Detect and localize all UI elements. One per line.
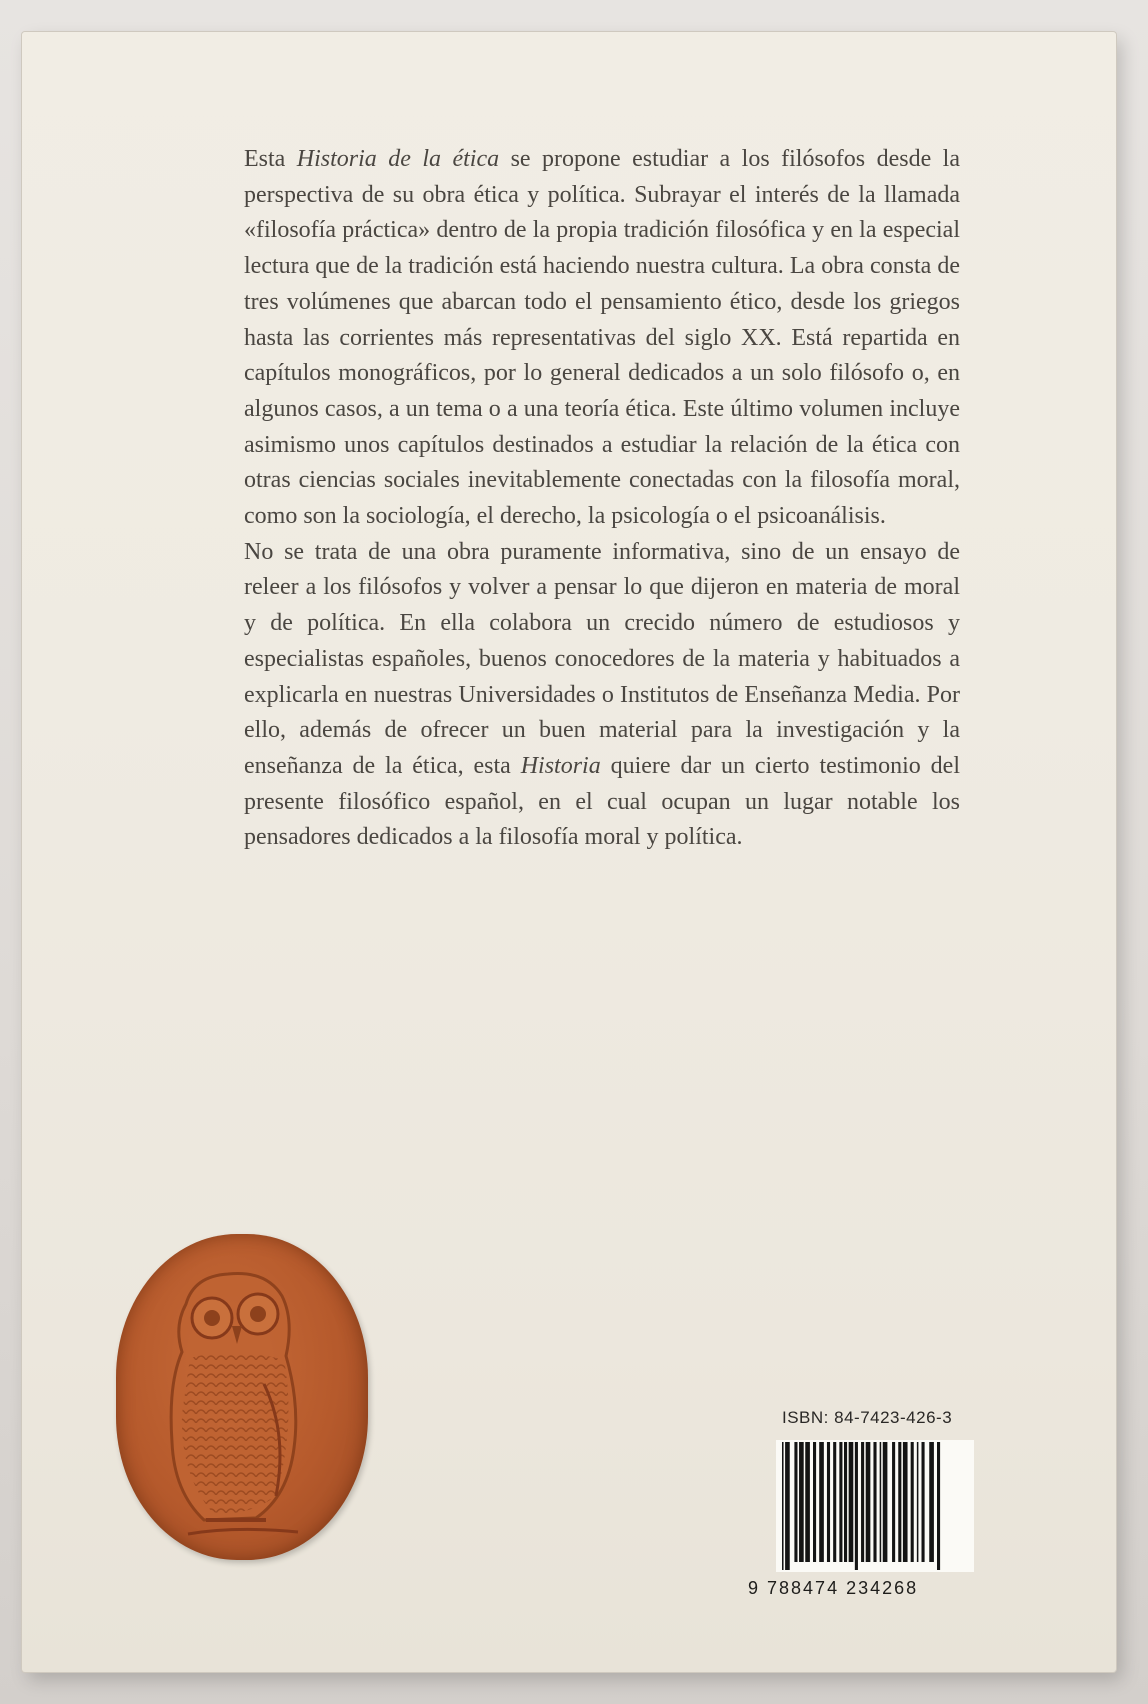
para2-italic-title: Historia (520, 752, 601, 779)
barcode-bar (782, 1442, 784, 1570)
barcode-bar (892, 1442, 895, 1562)
owl-seal-icon (116, 1234, 368, 1560)
barcode-bar (861, 1442, 864, 1562)
isbn-label: ISBN: 84-7423-426-3 (782, 1408, 953, 1427)
barcode-bar (866, 1442, 871, 1562)
barcode-digits: 9 788474 234268 (748, 1578, 919, 1598)
para1-text-run: se propone estudiar a los filósofos desde la perspectiva de su obra ética y política. Subrayar el interés de la llamada «filosofía práctica» dentro de la propia tradición filosófica y en la especial lectura que de la tradición está haciendo nuestra cultura. La obra consta de tres volúmenes que abarcan todo el pensamiento ético, desde los griegos hasta las corrientes más representativas del siglo XX. Está repartida en capítulos monográficos, por lo general dedicados a un solo filósofo o, en algunos casos, a un tema o a una teoría ética. Este último volumen incluye asimismo unos capítulos destinados a estudiar la relación de la ética con otras ciencias sociales inevitablemente conectadas con la filosofía moral, como son la sociología, el derecho, la psicología o el psicoanálisis. (244, 146, 960, 530)
barcode-bar (917, 1442, 919, 1562)
blurb-paragraph-2 (244, 535, 960, 856)
owl-figure-icon (116, 1234, 368, 1560)
barcode-bar (880, 1442, 882, 1562)
barcode-bar (785, 1442, 790, 1570)
back-cover-blurb (244, 142, 960, 856)
barcode-bar (819, 1442, 824, 1562)
barcode-bar (839, 1442, 842, 1562)
blurb-paragraph-1 (244, 142, 960, 535)
barcode-bar (898, 1442, 901, 1562)
barcode-bar (794, 1442, 797, 1562)
barcode-bar (799, 1442, 804, 1562)
barcode-bar (883, 1442, 888, 1562)
para2-text-run: quiere dar un cierto testimonio del presente filosófico español, en el cual ocupan un lugar notable los pensadores dedicados a la filosofía moral y política. (244, 752, 960, 851)
barcode-bar (929, 1442, 934, 1562)
barcode-bar (937, 1442, 940, 1570)
para1-text-run: Esta (244, 146, 297, 172)
barcode-bar (827, 1442, 830, 1562)
barcode-bar (833, 1442, 836, 1562)
barcode-bar (855, 1442, 858, 1570)
barcode (776, 1440, 974, 1572)
barcode-bar (873, 1442, 876, 1562)
barcode-bars (776, 1440, 974, 1572)
barcode-bar (844, 1442, 847, 1562)
barcode-bar (813, 1442, 816, 1562)
barcode-bar (849, 1442, 854, 1562)
para1-italic-title: Historia de la ética (296, 146, 500, 172)
barcode-bar (903, 1442, 908, 1562)
barcode-bar (805, 1442, 810, 1562)
barcode-bar (922, 1442, 925, 1562)
barcode-bar (911, 1442, 914, 1562)
para2-text-run: No se trata de una obra puramente informativa, sino de un ensayo de releer a los filósofos y volver a pensar lo que dijeron en materia de moral y de política. En ella colabora un crecido número de estudiosos y especialistas españoles, buenos conocedores de la materia y habituados a explicarla en nuestras Universidades o Institutos de Enseñanza Media. Por ello, además de ofrecer un buen material para la investigación y la enseñanza de la ética, esta (244, 538, 960, 779)
